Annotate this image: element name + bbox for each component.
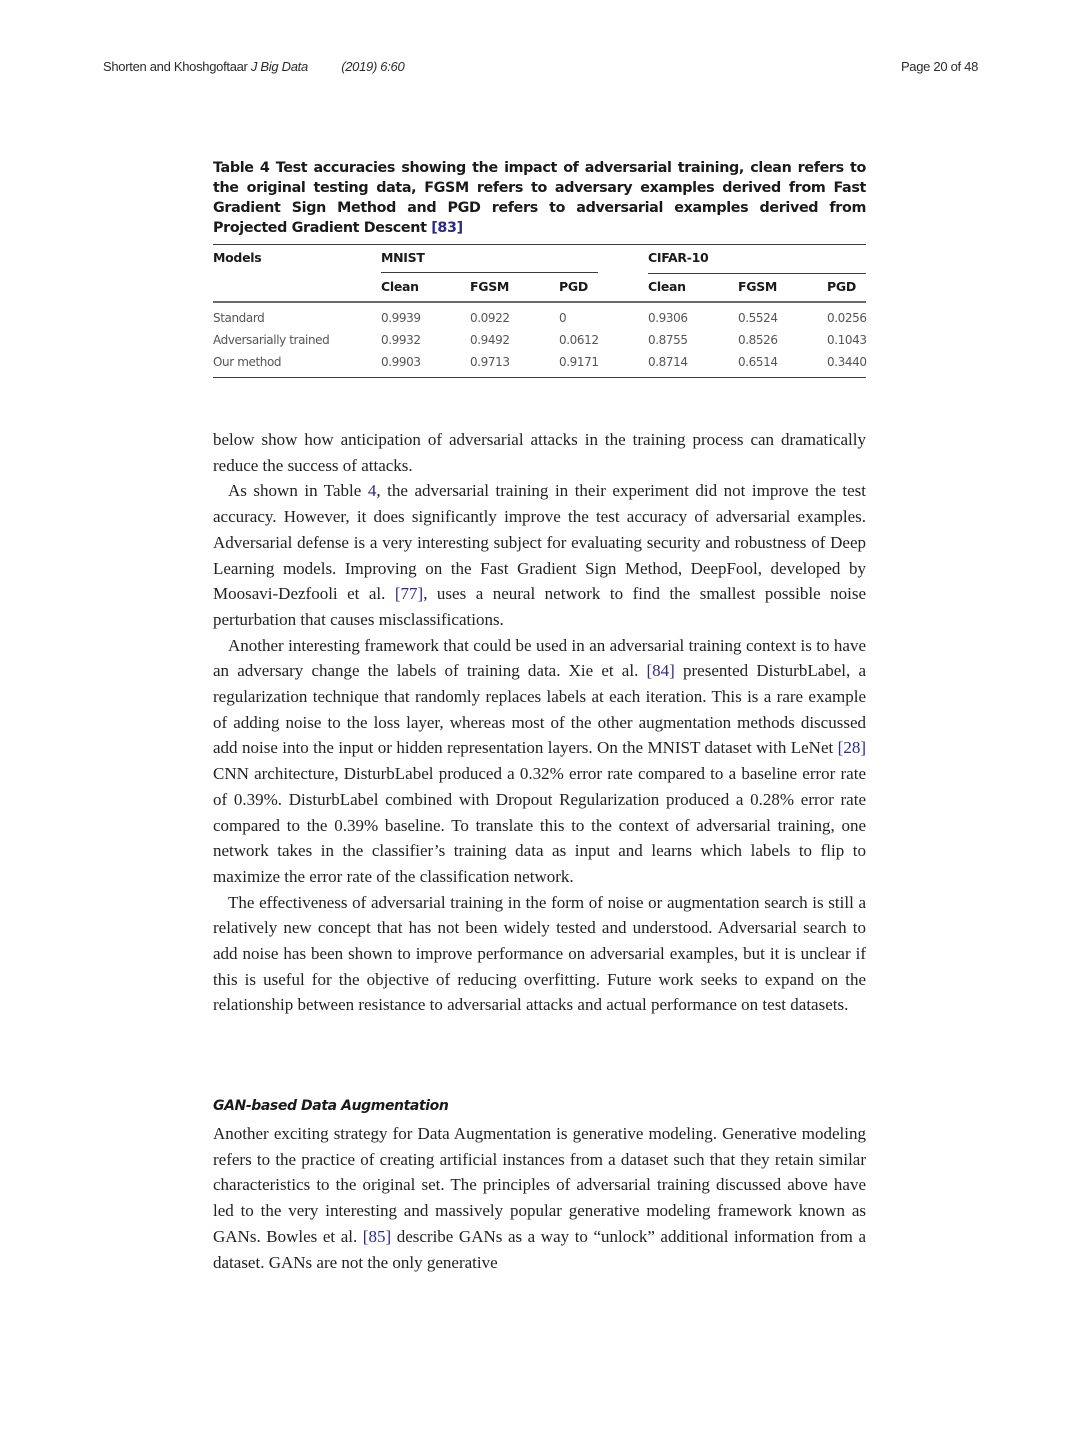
table-cell: 0.9903 [381,355,421,369]
col-group-cifar10: CIFAR-10 [648,250,709,265]
table-cell: 0.8755 [648,333,688,347]
table-top-rule [213,244,866,245]
citation-link-84[interactable]: [84] [646,661,675,681]
section-body-text [213,1121,866,1275]
text-run: CNN architecture, DisturbLabel produced a 0.32% error rate compared to a baseline error rate of 0.39%. DisturbLabel combined with Dropout Regularization produced a 0.28% error rate compared to the 0.39% baseline. To translate this to the context of adversarial training, one network takes in the classifier’s training data as input and learns which labels to flip to maximize the error rate of the classification network. [213,764,866,886]
table-bottom-rule [213,377,866,378]
paragraph-3 [213,633,866,890]
text-run: Another interesting framework that could be used in an adversarial training context is to have an adversary change the labels of training data. Xie et al. [213,635,866,681]
running-head-citation [103,59,404,74]
paragraph-1: below show how anticipation of adversarial attacks in the training process can dramatically reduce the success of attacks. [213,430,866,475]
text-run: , the adversarial training in their experiment did not improve the test accuracy. However, it does significantly improve the test accuracy of adversarial examples. Adversarial defense is a very interesting subject for evaluating security and robustness of Deep Learning models. Improving on the Fast Gradient Sign Method, DeepFool, developed by Moosavi-Dezfooli et al. [213,481,867,604]
table-cell: 0.5524 [738,311,778,325]
table-cell: 0.9713 [470,355,510,369]
col-header-cifar-fgsm: FGSM [738,279,778,294]
section-heading: GAN-based Data Augmentation [213,1098,449,1114]
table-cell: 0.9306 [648,311,688,325]
table-cell: 0.8526 [738,333,778,347]
table-cell: 0.6514 [738,355,778,369]
col-header-mnist-fgsm: FGSM [470,279,510,294]
table-cell: 0.9492 [470,333,510,347]
table-cell: 0.0256 [827,311,867,325]
table-header-rule [213,301,866,303]
citation-link-77[interactable]: [77] [394,584,424,604]
col-header-cifar-clean: Clean [648,279,686,294]
table-cell: 0.0612 [559,333,599,347]
table-caption-text: Test accuracies showing the impact of adversarial training, clean refers to the original testing data, FGSM refers to adversary examples derived from Fast Gradient Sign Method and PGD refers to adversarial examples derived from Projected Gradient Descent [213,160,866,236]
row-model-label: Standard [213,311,265,325]
text-run: presented DisturbLabel, a regularization technique that randomly replaces labels at each iteration. This is a rare example of adding noise to the loss layer, whereas most of the other augmentation methods discussed add noise into the input or hidden representation layers. On the MNIST dataset with LeNet [213,661,866,758]
paragraph-2 [213,478,866,632]
text-run: Another exciting strategy for Data Augmentation is generative modeling. Generative modeling refers to the practice of creating artificial instances from a dataset such that they retain similar characteristics to the original set. The principles of adversarial training discussed above have led to the very interesting and massively popular generative modeling framework known as GANs. Bowles et al. [213,1124,866,1246]
journal-name: J Big Data [250,59,308,74]
text-run: describe GANs as a way to “unlock” additional information from a dataset. GANs are not the only generative [213,1226,867,1272]
running-head [103,59,978,77]
text-run: , uses a neural network to find the smallest possible noise perturbation that causes misclassifications. [213,584,866,629]
table-cell: 0.0922 [470,311,510,325]
col-header-mnist-clean: Clean [381,279,419,294]
citation-link-85[interactable]: [85] [362,1226,392,1246]
text-run: As shown in Table [228,481,368,501]
row-model-label: Adversarially trained [213,333,330,347]
col-header-models: Models [213,250,262,265]
table-cell: 0.9171 [559,355,599,369]
table-link-4[interactable]: 4 [367,481,377,501]
year-volume: (2019) 6:60 [341,59,405,74]
table-caption [213,158,866,238]
col-header-cifar-pgd: PGD [827,279,856,294]
cifar-group-rule [648,273,866,274]
page-number: Page 20 of 48 [900,59,978,74]
citation-link-83[interactable]: [83] [431,220,463,236]
authors: Shorten and Khoshgoftaar [103,59,248,74]
body-text [213,427,866,1018]
mnist-group-rule [381,272,598,273]
paragraph-5 [213,1121,866,1275]
table-cell: 0.1043 [827,333,867,347]
table-cell: 0 [559,311,567,325]
row-model-label: Our method [213,355,282,369]
citation-link-28[interactable]: [28] [837,738,866,758]
table-cell: 0.8714 [648,355,688,369]
table-cell: 0.9939 [381,311,421,325]
paragraph-4: The effectiveness of adversarial training in the form of noise or augmentation search is still a relatively new concept that has not been widely tested and understood. Adversarial search to add noise has been shown to improve performance on adversarial examples, but it is unclear if this is useful for the objective of reducing overfitting. Future work seeks to expand on the relationship between resistance to adversarial attacks and actual performance on test datasets. [213,892,866,1015]
table-cell: 0.9932 [381,333,421,347]
table-cell: 0.3440 [827,355,867,369]
col-group-mnist: MNIST [381,250,425,265]
col-header-mnist-pgd: PGD [559,279,588,294]
table-label: Table 4 [213,160,270,176]
